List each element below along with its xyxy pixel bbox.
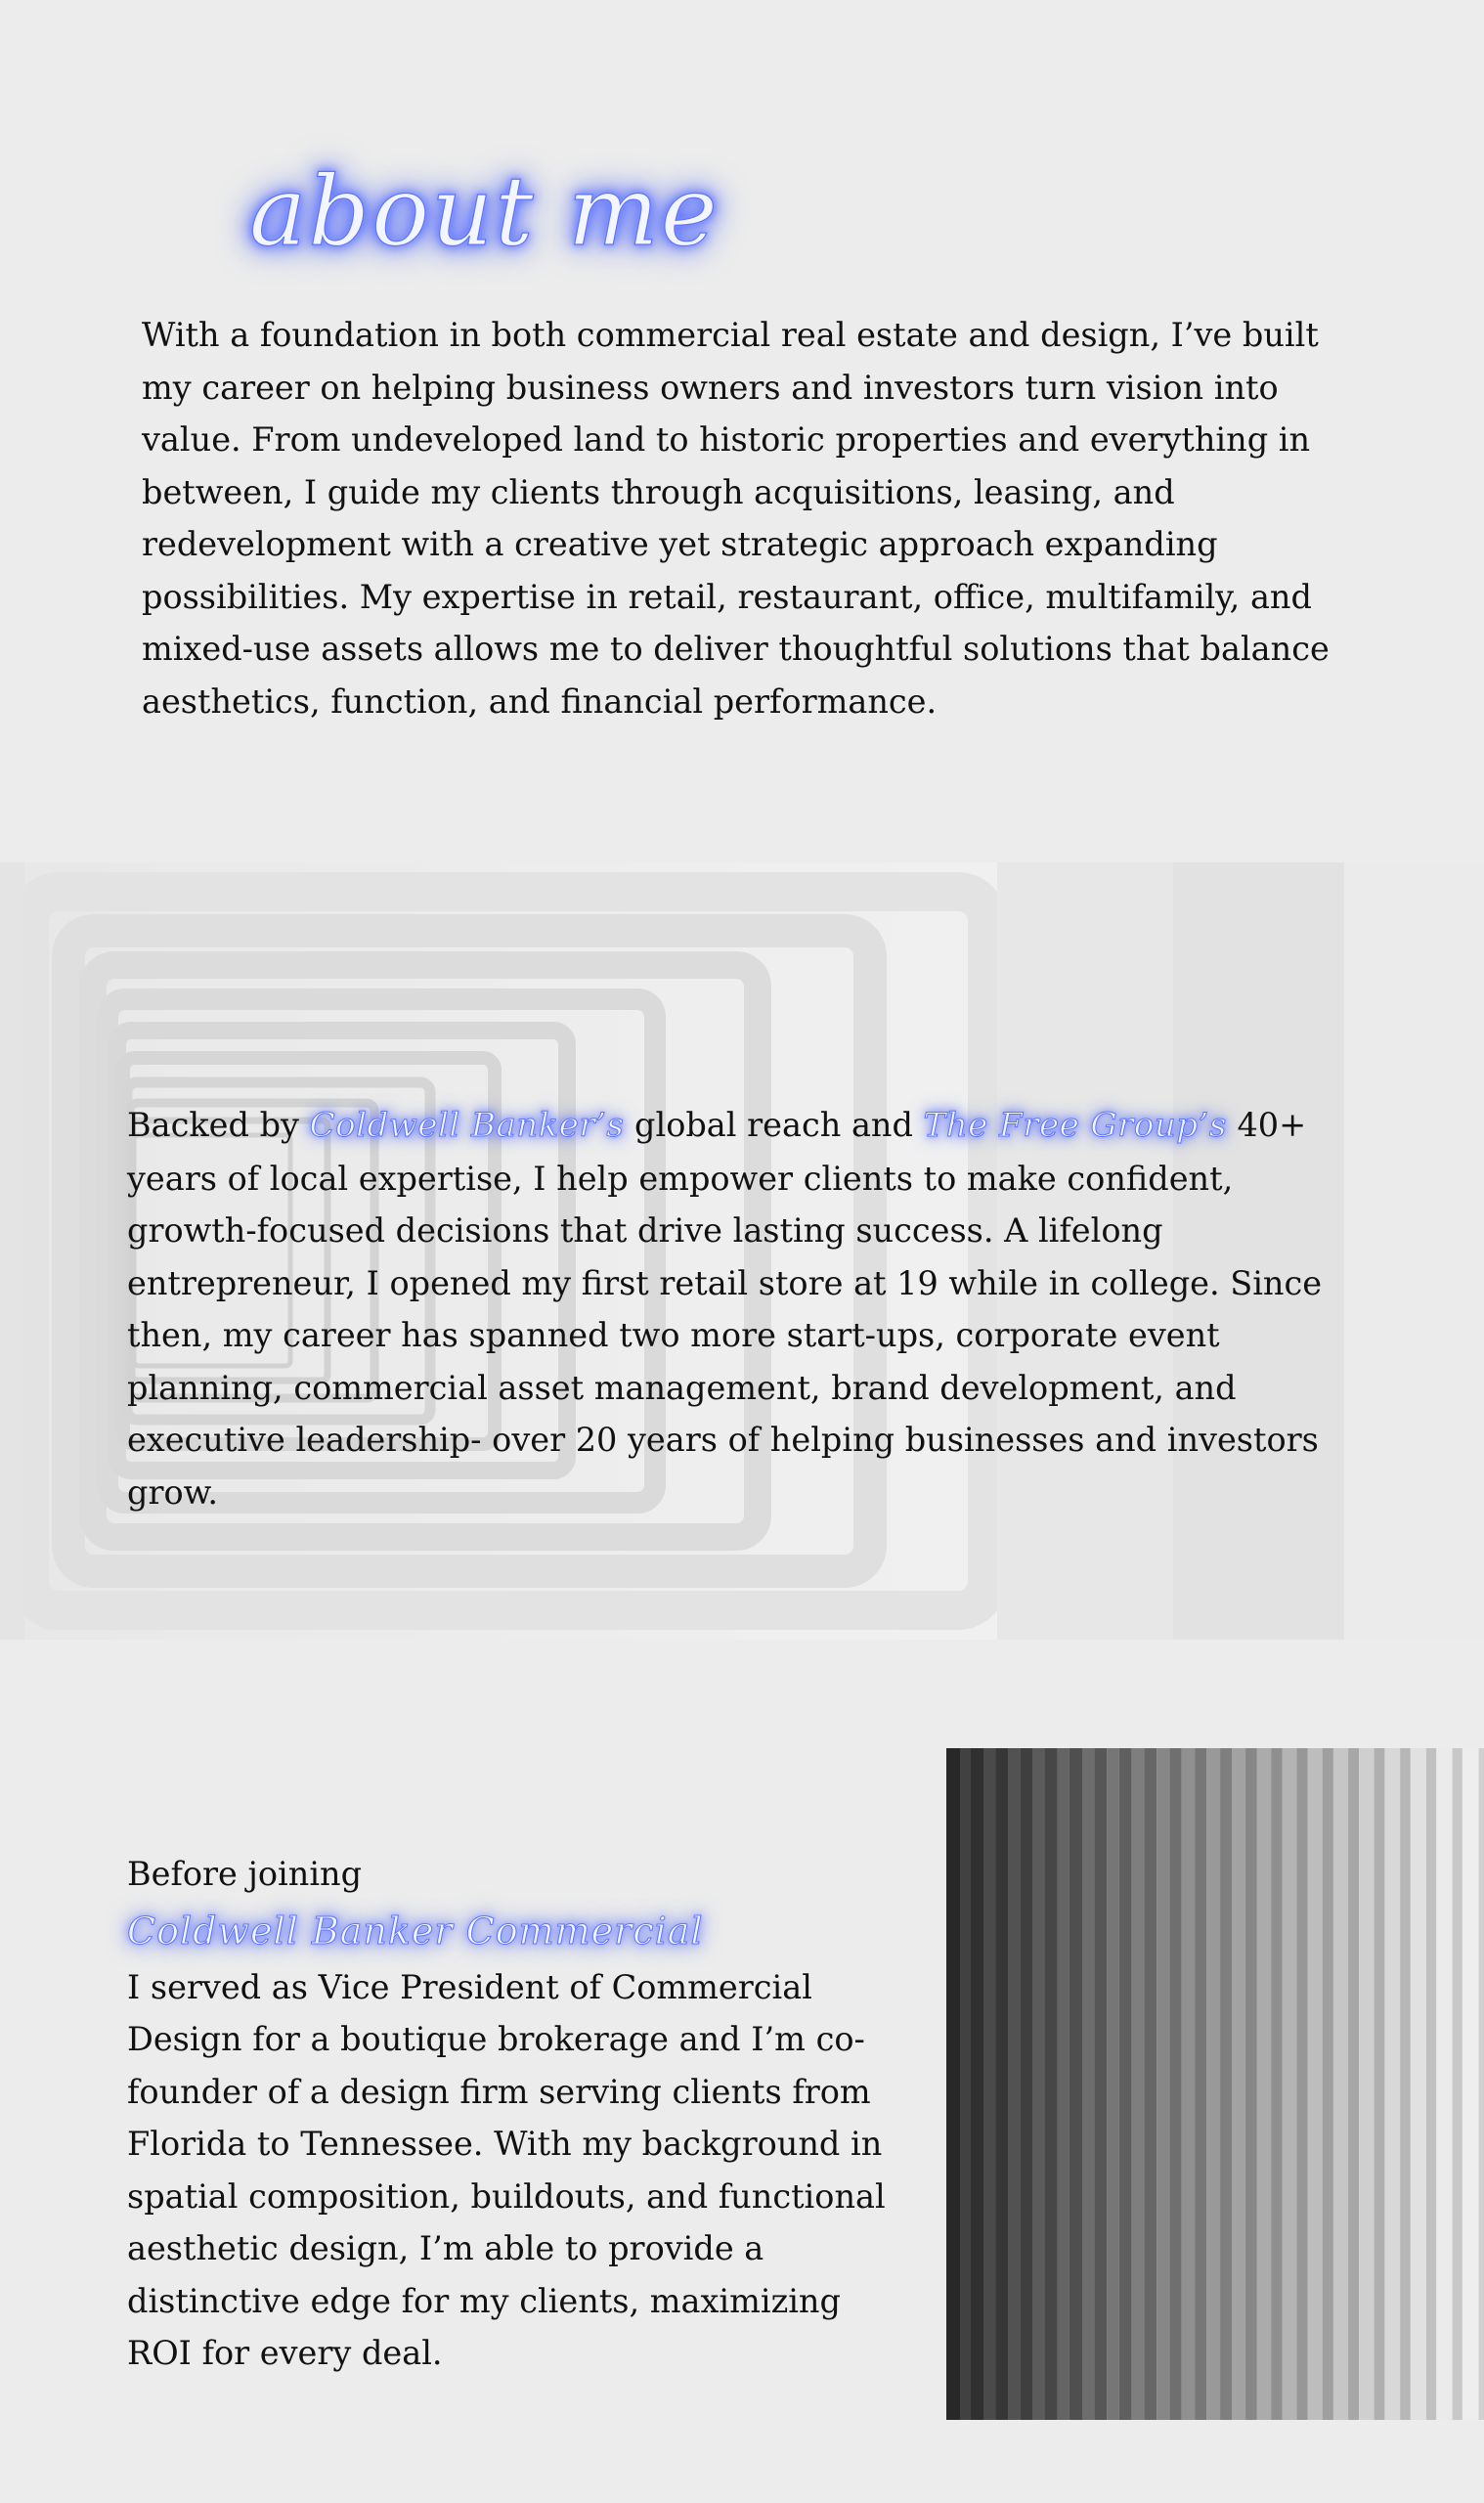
before-paragraph: I served as Vice President of Commercial Design for a boutique brokerage and I’m co-founder of a design firm serving clients from Florida to Tennessee. With my background in spatial composition, buildouts, and functional aesthetic design, I’m able to provide a distinctive edge for my clients, maximizing ROI for every deal. [127,1967,886,2372]
coldwell-banker-highlight: Coldwell Banker’s [309,1106,625,1145]
backed-text-part1: Backed by [127,1106,310,1144]
backed-text-part3: 40+ years of local expertise, I help empower clients to make confident, growth-focused decisions that drive lasting success. A lifelong entrepreneur, I opened my first retail store at 19 while in college. Since then, my career has spanned two more start-ups, corporate event planning, commercial asset management, brand development, and executive leadership- over 20 years of helping businesses and investors grow. [127,1106,1323,1512]
about-title: about me [249,156,720,268]
vertical-slats-image [946,1748,1484,2420]
before-text-block [127,1848,890,2380]
coldwell-banker-commercial-title: Coldwell Banker Commercial [127,1909,704,1953]
backed-text-part2: global reach and [624,1106,924,1144]
before-joining-label: Before joining [127,1855,363,1893]
free-group-highlight: The Free Group’s [923,1106,1227,1145]
backed-paragraph [127,1099,1359,1518]
about-paragraph: With a foundation in both commercial real estate and design, I’ve built my career on helping business owners and investors turn vision into value. From undeveloped land to historic properties and everything in between, I guide my clients through acquisitions, leasing, and redevelopment with a creative yet strategic approach expanding possibilities. My expertise in retail, restaurant, office, multifamily, and mixed-use assets allows me to deliver thoughtful solutions that balance aesthetics, function, and financial performance. [142,316,1330,721]
